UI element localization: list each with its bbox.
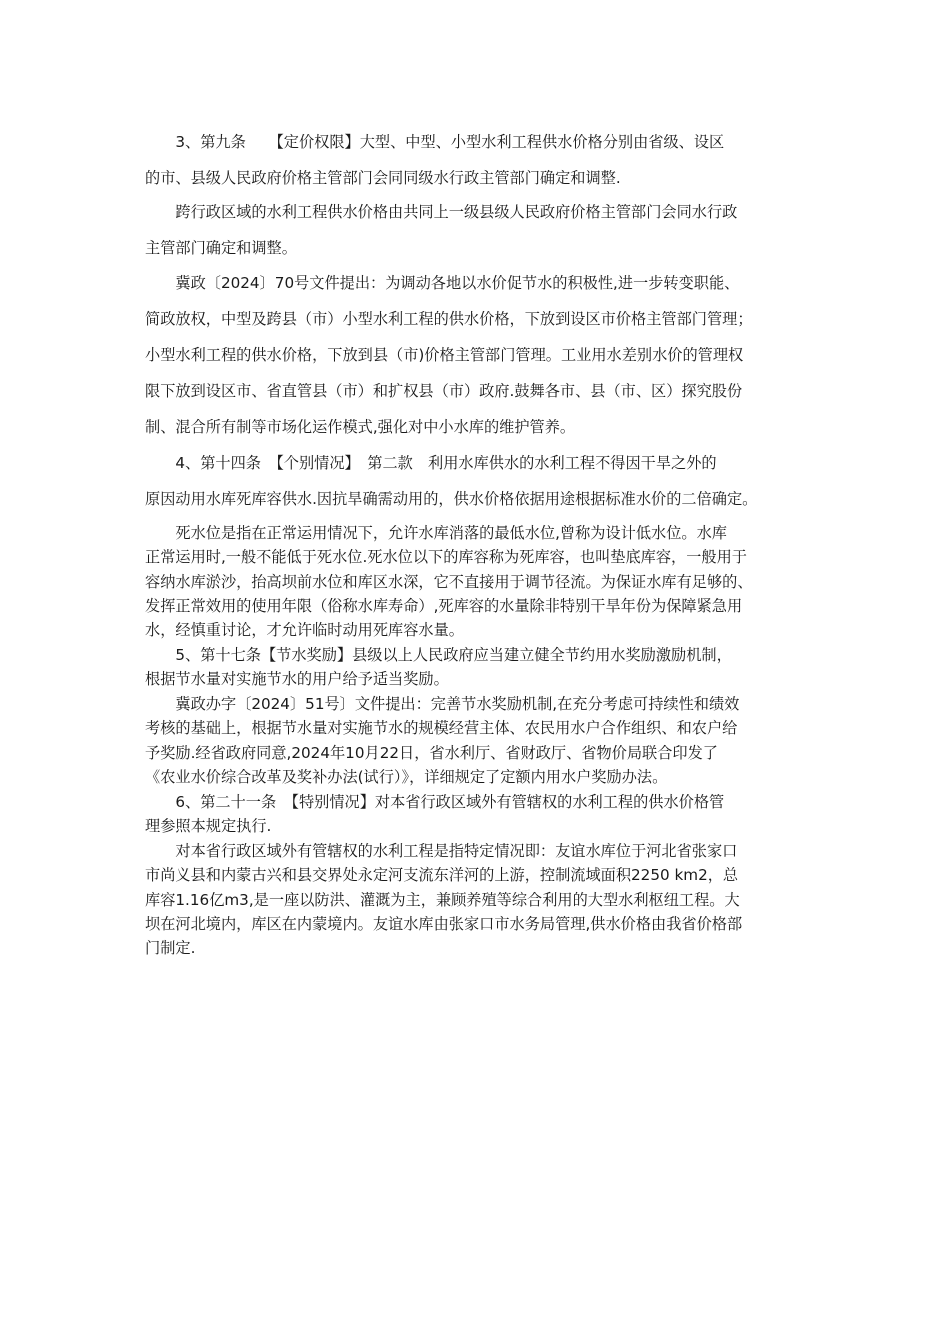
paragraph-dead-water-level (145, 521, 753, 642)
text-line: 容纳水库淤沙，抬高坝前水位和库区水深，它不直接用于调节径流。为保证水库有足够的、 (145, 572, 753, 591)
text-line: 考核的基础上，根据节水量对实施节水的规模经营主体、农民用水户合作组织、和农户给 (145, 719, 738, 738)
paragraph-article-14 (145, 445, 757, 517)
text-line: 冀政办字〔2024〕51号〕文件提出：完善节水奖励机制,在充分考虑可持续性和绩效 (145, 695, 740, 713)
text-line: 根据节水量对实施节水的用户给予适当奖励。 (145, 670, 449, 689)
text-line: 发挥正常效用的使用年限（俗称水库寿命）,死库容的水量除非特别干旱年份为保障紧急用 (145, 596, 743, 615)
text-line: 正常运用时,一般不能低于死水位.死水位以下的库容称为死库容，也叫垫底库容，一般用于 (145, 548, 747, 567)
text-line: 6、第二十一条 【特别情况】对本省行政区域外有管辖权的水利工程的供水价格管 (145, 793, 725, 811)
text-line: 坝在河北境内，库区在内蒙境内。友谊水库由张家口市水务局管理,供水价格由我省价格部 (145, 914, 743, 933)
text-line: 3、第九条 【定价权限】大型、中型、小型水利工程供水价格分别由省级、设区 (145, 133, 725, 151)
text-line: 冀政〔2024〕70号文件提出：为调动各地以水价促节水的积极性,进一步转变职能、 (145, 274, 740, 292)
text-line: 4、第十四条 【个别情况】 第二款 利用水库供水的水利工程不得因干旱之外的 (145, 454, 717, 472)
text-line: 《农业水价综合改革及奖补办法(试行）》，详细规定了定额内用水户奖励办法。 (145, 767, 668, 786)
paragraph-article-17 (145, 643, 732, 692)
paragraph-cross-region (145, 194, 737, 266)
text-line: 简政放权，中型及跨县（市）小型水利工程的供水价格，下放到设区市价格主管部门管理； (145, 310, 753, 328)
text-line: 主管部门确定和调整。 (145, 239, 297, 257)
text-line: 对本省行政区域外有管辖权的水利工程是指特定情况即：友谊水库位于河北省张家口 (145, 842, 738, 860)
text-line: 理参照本规定执行. (145, 817, 272, 836)
paragraph-policy-51 (145, 692, 739, 789)
text-line: 予奖励.经省政府同意,2024年10月22日，省水利厅、省财政厅、省物价局联合印发了 (145, 743, 718, 762)
text-line: 库容1.16亿m3,是一座以防洪、灌溉为主，兼顾养殖等综合利用的大型水利枢纽工程。大 (145, 890, 740, 909)
text-line: 门制定. (145, 939, 196, 958)
text-line: 5、第十七条【节水奖励】县级以上人民政府应当建立健全节约用水奖励激励机制， (145, 646, 732, 664)
text-line: 市尚义县和内蒙古兴和县交界处永定河支流东洋河的上游，控制流域面积2250 km2，总 (145, 866, 739, 885)
text-line: 小型水利工程的供水价格，下放到县（市)价格主管部门管理。工业用水差别水价的管理权 (145, 346, 744, 364)
paragraph-youyi-reservoir (145, 839, 742, 960)
paragraph-policy-70 (145, 265, 753, 445)
text-line: 制、混合所有制等市场化运作模式,强化对中小水库的维护管养。 (145, 418, 576, 436)
text-line: 跨行政区域的水利工程供水价格由共同上一级县级人民政府价格主管部门会同水行政 (145, 203, 738, 221)
paragraph-article-21 (145, 790, 724, 839)
paragraph-article-9 (145, 124, 724, 196)
text-line: 死水位是指在正常运用情况下，允许水库消落的最低水位,曾称为设计低水位。水库 (145, 524, 727, 542)
text-line: 水，经慎重讨论，才允许临时动用死库容水量。 (145, 621, 464, 640)
text-line: 限下放到设区市、省直管县（市）和扩权县（市）政府.鼓舞各市、县（市、区）探究股份 (145, 382, 743, 400)
text-line: 原因动用水库死库容供水.因抗旱确需动用的，供水价格依据用途根据标准水价的二倍确定。 (145, 490, 758, 508)
text-line: 的市、县级人民政府价格主管部门会同同级水行政主管部门确定和调整. (145, 169, 621, 187)
